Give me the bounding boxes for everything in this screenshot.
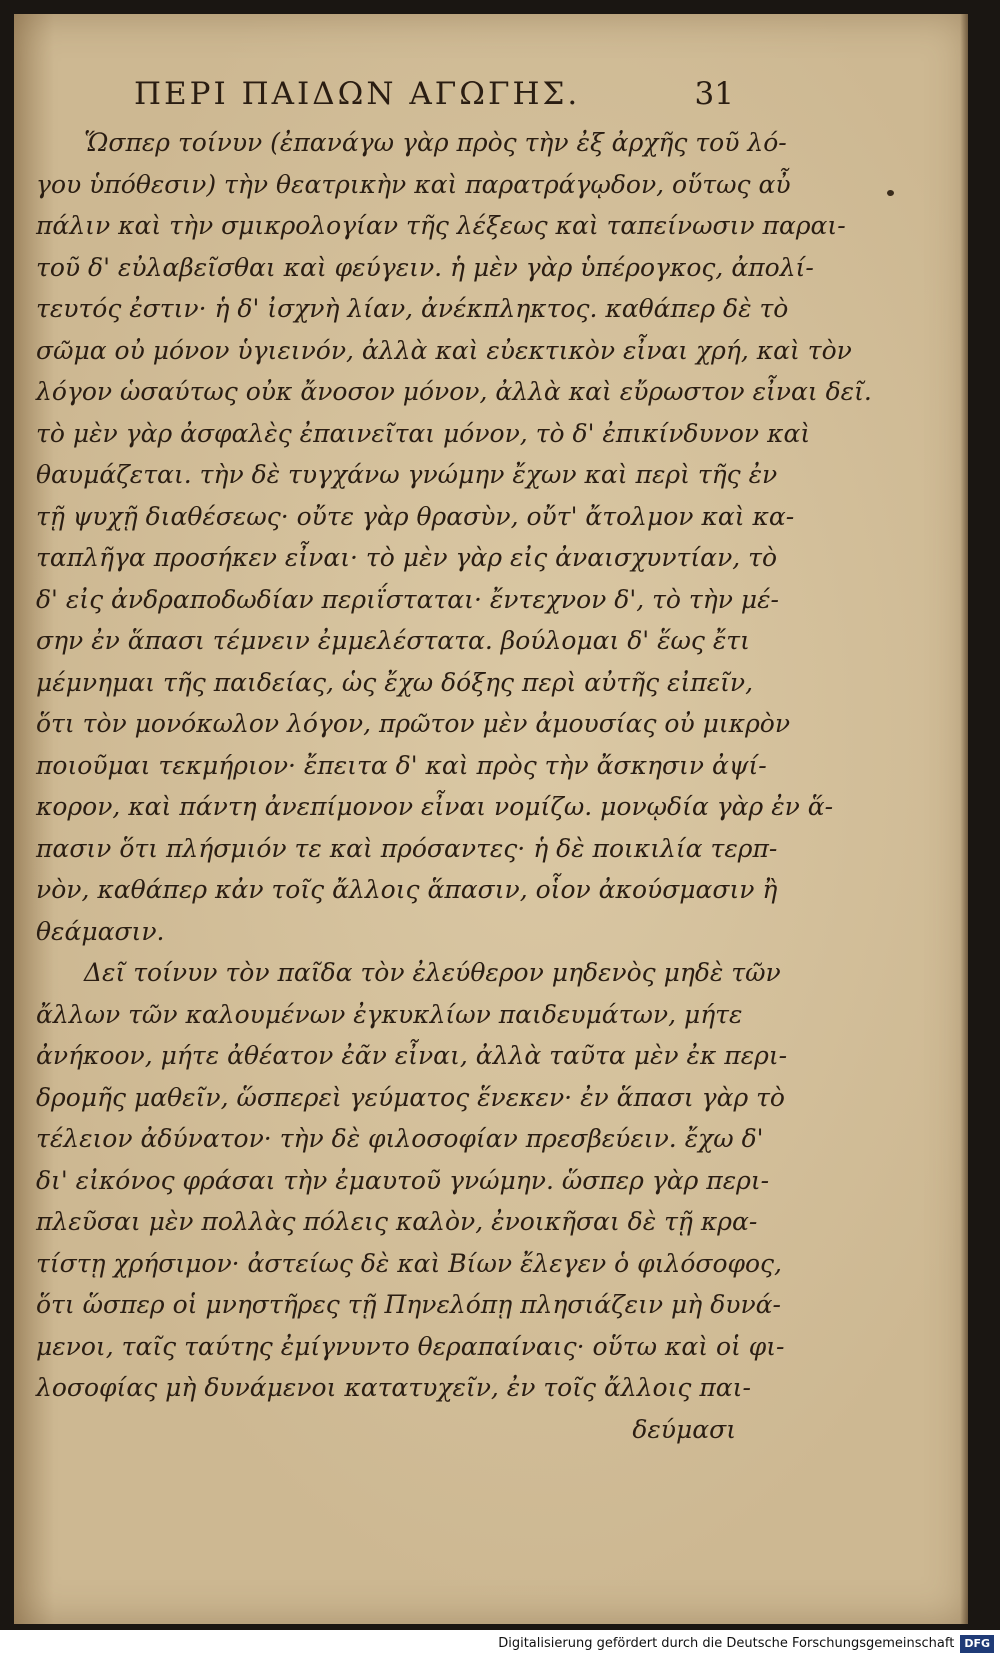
text-line: θεάμασιν. — [36, 916, 165, 946]
text-line: πάλιν καὶ τὴν σμικρολογίαν τῆς λέξεως καὶ ταπείνωσιν παραι- — [36, 211, 846, 240]
text-line: γου ὑπόθεσιν) τὴν θεατρικὴν καὶ παρατράγῳδον, οὕτως αὖ — [36, 169, 791, 199]
catchword: δεύμασι — [632, 1414, 736, 1444]
page-edge — [960, 14, 968, 1624]
text-line: ἀνήκοον, μήτε ἀθέατον ἐᾶν εἶναι, ἀλλὰ ταῦτα μὲν ἐκ περι- — [36, 1041, 788, 1070]
text-line: θαυμάζεται. τὴν δὲ τυγχάνω γνώμην ἔχων καὶ περὶ τῆς ἐν — [36, 460, 778, 489]
text-line: νὸν, καθάπερ κἀν τοῖς ἄλλοις ἅπασιν, οἷον ἀκούσμασιν ἢ — [36, 875, 778, 904]
text-line: ὅτι τὸν μονόκωλον λόγον, πρῶτον μὲν ἀμουσίας οὐ μικρὸν — [36, 709, 791, 738]
body-text — [36, 122, 872, 1450]
text-line: σην ἐν ἅπασι τέμνειν ἐμμελέστατα. βούλομαι δ' ἕως ἔτι — [36, 626, 750, 655]
ink-spot — [887, 190, 894, 196]
text-line: τὸ μὲν γὰρ ἀσφαλὲς ἐπαινεῖται μόνον, τὸ δ' ἐπικίνδυνον καὶ — [36, 418, 811, 448]
page-number: 31 — [694, 76, 734, 112]
text-line: δρομῆς μαθεῖν, ὥσπερεὶ γεύματος ἕνεκεν· ἐν ἅπασι γὰρ τὸ — [36, 1082, 785, 1112]
text-line: σῶμα οὐ μόνον ὑγιεινόν, ἀλλὰ καὶ εὐεκτικὸν εἶναι χρή, καὶ τὸν — [36, 335, 852, 365]
text-line: ἄλλων τῶν καλουμένων ἐγκυκλίων παιδευμάτων, μήτε — [36, 999, 743, 1029]
page-header — [134, 76, 734, 126]
running-title: ΠΕΡΙ ΠΑΙΔΩΝ ΑΓΩΓΗΣ. — [134, 76, 581, 112]
text-line: ταπλῆγα προσήκεν εἶναι· τὸ μὲν γὰρ εἰς ἀναισχυντίαν, τὸ — [36, 543, 778, 572]
digitization-footer — [498, 1630, 1000, 1657]
text-line: τοῦ δ' εὐλαβεῖσθαι καὶ φεύγειν. ἡ μὲν γὰρ ὑπέρογκος, ἀπολί- — [36, 252, 814, 282]
text-line: μέμνημαι τῆς παιδείας, ὡς ἔχω δόξης περὶ αὐτῆς εἰπεῖν, — [36, 667, 754, 697]
footer-credit: Digitalisierung gefördert durch die Deutsche Forschungsgemeinschaft — [498, 1636, 955, 1651]
text-line: Ὥσπερ τοίνυν (ἐπανάγω γὰρ πρὸς τὴν ἐξ ἀρχῆς τοῦ λό- — [84, 128, 787, 157]
text-line: τίστῃ χρήσιμον· ἀστείως δὲ καὶ Βίων ἔλεγεν ὁ φιλόσοφος, — [36, 1248, 783, 1278]
text-line: δ' εἰς ἀνδραποδωδίαν περιΐσταται· ἔντεχνον δ', τὸ τὴν μέ- — [36, 584, 779, 614]
text-line: τευτός ἐστιν· ἡ δ' ἰσχνὴ λίαν, ἀνέκπληκτος. καθάπερ δὲ τὸ — [36, 294, 789, 323]
text-line: μενοι, ταῖς ταύτης ἐμίγνυντο θεραπαίναις· οὕτω καὶ οἱ φι- — [36, 1331, 785, 1361]
text-line: τέλειον ἀδύνατον· τὴν δὲ φιλοσοφίαν πρεσβεύειν. ἔχω δ' — [36, 1124, 764, 1153]
text-line: ὅτι ὥσπερ οἱ μνηστῆρες τῇ Πηνελόπῃ πλησιάζειν μὴ δυνά- — [36, 1290, 781, 1319]
text-line: ποιοῦμαι τεκμήριον· ἔπειτα δ' καὶ πρὸς τὴν ἄσκησιν ἀψί- — [36, 750, 767, 780]
text-line: κορον, καὶ πάντη ἀνεπίμονον εἶναι νομίζω. μονῳδία γὰρ ἐν ἅ- — [36, 792, 834, 821]
text-line: δι' εἰκόνος φράσαι τὴν ἐμαυτοῦ γνώμην. ὥσπερ γὰρ περι- — [36, 1165, 770, 1195]
text-line: πασιν ὅτι πλήσμιόν τε καὶ πρόσαντες· ἡ δὲ ποικιλία τερπ- — [36, 833, 778, 863]
dfg-logo: DFG — [960, 1635, 994, 1653]
text-line: τῇ ψυχῇ διαθέσεως· οὔτε γὰρ θρασὺν, οὔτ' ἄτολμον καὶ κα- — [36, 501, 795, 531]
text-line: Δεῖ τοίνυν τὸν παῖδα τὸν ἐλεύθερον μηδενὸς μηδὲ τῶν — [84, 958, 781, 987]
text-line: λοσοφίας μὴ δυνάμενοι κατατυχεῖν, ἐν τοῖς ἄλλοις παι- — [36, 1373, 751, 1402]
book-page — [14, 14, 968, 1624]
text-line: λόγον ὡσαύτως οὐκ ἄνοσον μόνον, ἀλλὰ καὶ εὔρωστον εἶναι δεῖ. — [36, 377, 872, 406]
text-line: πλεῦσαι μὲν πολλὰς πόλεις καλὸν, ἐνοικῆσαι δὲ τῇ κρα- — [36, 1207, 758, 1236]
